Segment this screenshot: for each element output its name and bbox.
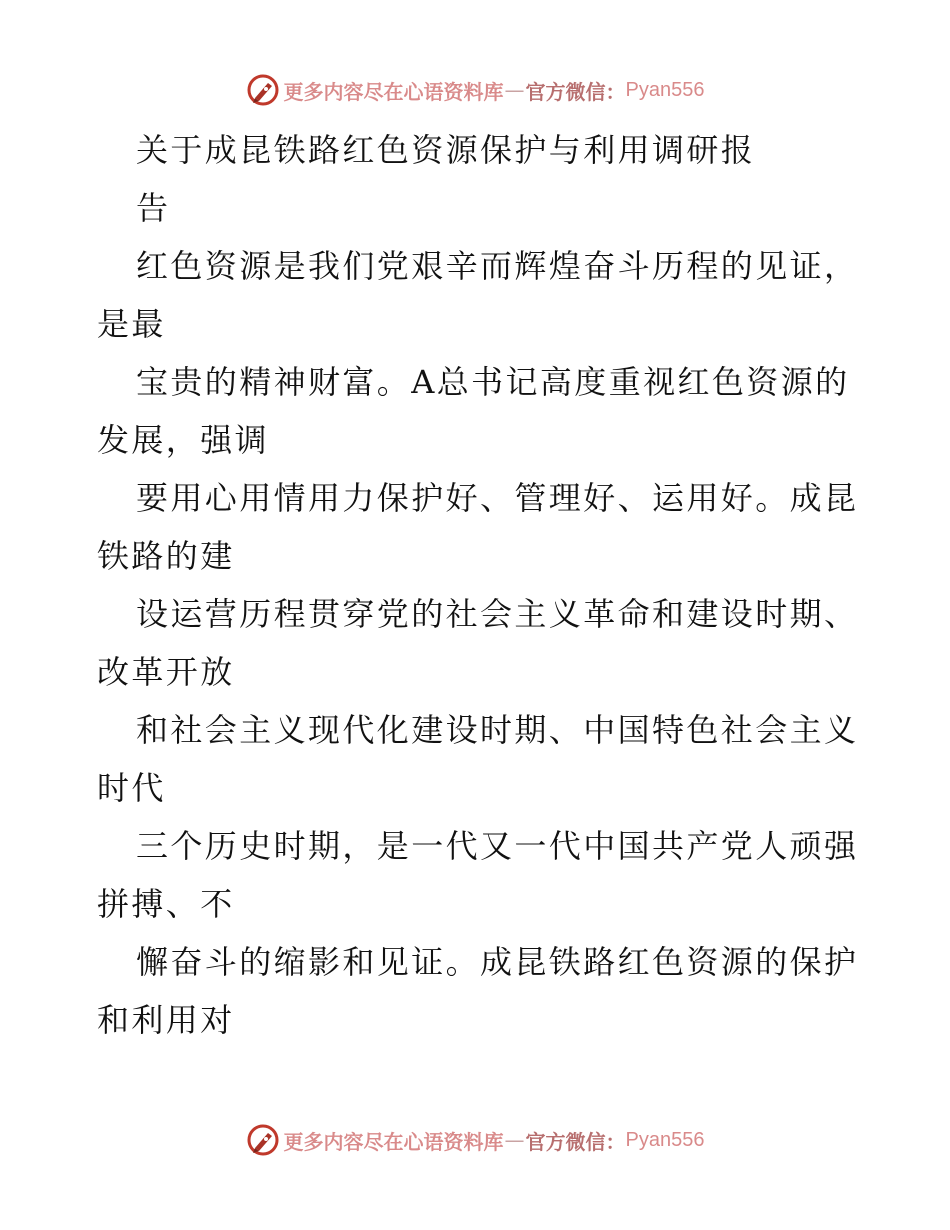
paragraph-line: 铁路的建 [97, 537, 235, 575]
banner-dash: — [504, 78, 525, 102]
paragraph-line: 宝贵的精神财富。A总书记高度重视红色资源的 [136, 363, 850, 401]
banner-account-id: Pyan556 [625, 1128, 705, 1151]
banner-dash: — [504, 1128, 525, 1152]
banner-account-id: Pyan556 [625, 78, 705, 101]
paragraph-line: 是最 [97, 305, 166, 343]
paragraph-line: 懈奋斗的缩影和见证。成昆铁路红色资源的保护 [136, 943, 859, 981]
pen-logo-icon [246, 73, 280, 107]
paragraph-line: 改革开放 [97, 653, 235, 691]
banner-account-label: 官方微信： [525, 79, 626, 104]
banner-account-label: 官方微信： [525, 1129, 626, 1154]
paragraph-line: 和社会主义现代化建设时期、中国特色社会主义 [136, 711, 859, 749]
paragraph-line: 和利用对 [97, 1001, 235, 1039]
paragraph-line: 设运营历程贯穿党的社会主义革命和建设时期、 [136, 595, 859, 633]
banner-text: 更多内容尽在心语资料库 [283, 1129, 504, 1154]
paragraph-line: 发展，强调 [97, 421, 270, 459]
paragraph-line: 要用心用情用力保护好、管理好、运用好。成昆 [136, 479, 859, 517]
paragraph-line: 红色资源是我们党艰辛而辉煌奋斗历程的见证， [136, 247, 859, 285]
pen-logo-icon [246, 1123, 280, 1157]
paragraph-line: 拼搏、不 [97, 885, 235, 923]
footer-banner [0, 1120, 950, 1160]
document-title-line: 关于成昆铁路红色资源保护与利用调研报 [136, 131, 756, 169]
paragraph-line: 时代 [97, 769, 166, 807]
paragraph-line: 三个历史时期，是一代又一代中国共产党人顽强 [136, 827, 859, 865]
banner-text: 更多内容尽在心语资料库 [283, 79, 504, 104]
header-banner [0, 70, 950, 110]
document-title-line: 告 [136, 189, 171, 227]
